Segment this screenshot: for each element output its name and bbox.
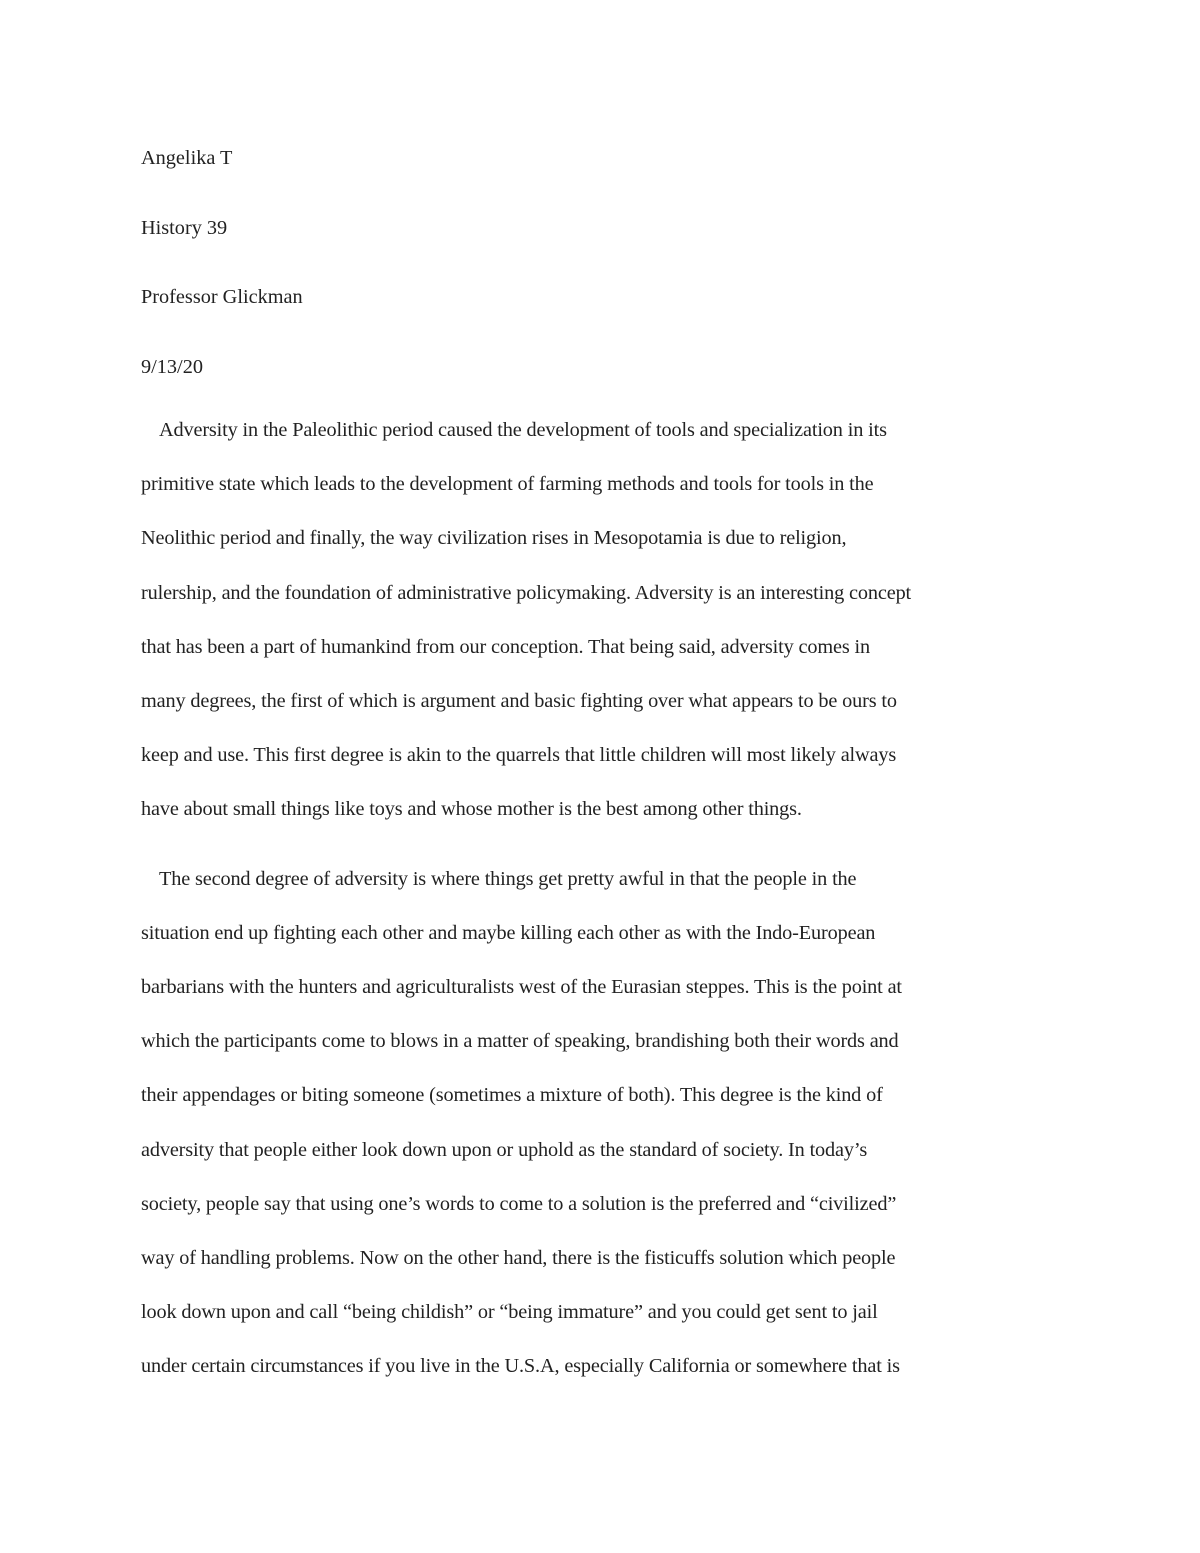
paragraph-line: Neolithic period and finally, the way civilization rises in Mesopotamia is due to religion,: [141, 527, 847, 550]
paragraph-1: [141, 403, 1056, 837]
paragraph-line: which the participants come to blows in a matter of speaking, brandishing both their words and: [141, 1030, 899, 1053]
author-name: Angelika T: [141, 147, 233, 169]
course-name: History 39: [141, 216, 228, 239]
document-body: [141, 138, 1056, 1394]
professor-name: Professor Glickman: [141, 286, 303, 308]
paragraph-line: The second degree of adversity is where things get pretty awful in that the people in the: [159, 867, 857, 890]
paragraph-line: situation end up fighting each other and maybe killing each other as with the Indo-European: [141, 921, 876, 944]
paragraph-line: society, people say that using one’s words to come to a solution is the preferred and “civilized”: [141, 1192, 897, 1215]
paragraph-line: look down upon and call “being childish” or “being immature” and you could get sent to jail: [141, 1301, 878, 1324]
paragraph-line: barbarians with the hunters and agriculturalists west of the Eurasian steppes. This is the point at: [141, 976, 902, 999]
paragraph-2: [141, 852, 1056, 1394]
document-date: 9/13/20: [141, 355, 203, 378]
paragraph-line: primitive state which leads to the development of farming methods and tools for tools in the: [141, 473, 874, 496]
paragraph-line: adversity that people either look down upon or uphold as the standard of society. In today’s: [141, 1138, 868, 1161]
paragraph-line: that has been a part of humankind from our conception. That being said, adversity comes in: [141, 635, 871, 658]
paragraph-line: under certain circumstances if you live in the U.S.A, especially California or somewhere that is: [141, 1355, 900, 1378]
paragraph-line: their appendages or biting someone (sometimes a mixture of both). This degree is the kind of: [141, 1084, 883, 1107]
paragraph-line: have about small things like toys and whose mother is the best among other things.: [141, 798, 802, 821]
paragraph-line: rulership, and the foundation of administrative policymaking. Adversity is an interesting concept: [141, 581, 912, 604]
paragraph-line: many degrees, the first of which is argument and basic fighting over what appears to be ours to: [141, 690, 897, 713]
paragraph-line: keep and use. This first degree is akin to the quarrels that little children will most likely always: [141, 744, 897, 767]
paragraph-line: way of handling problems. Now on the other hand, there is the fisticuffs solution which people: [141, 1247, 896, 1270]
paragraph-line: Adversity in the Paleolithic period caused the development of tools and specialization in its: [159, 419, 887, 441]
